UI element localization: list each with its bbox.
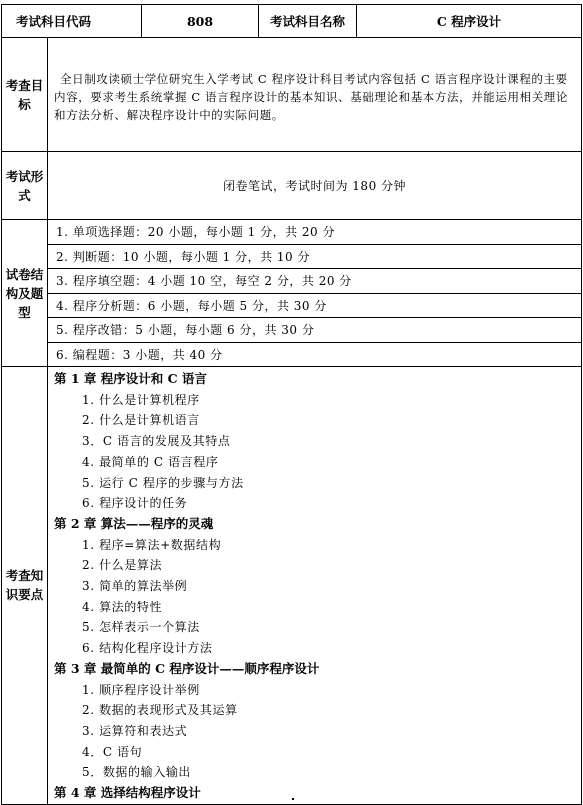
topic-item: 5. 运行 C 程序的步骤与方法 [82,475,244,490]
topic-item: 6. 结构化程序设计方法 [82,641,213,656]
topic-item: 1. 程序=算法+数据结构 [82,537,222,552]
form-label: 考试形式 [2,152,48,220]
topic-item: 4. 最简单的 C 语言程序 [82,454,219,469]
structure-row [2,318,582,343]
topic-item: 3. 运算符和表达式 [82,723,188,738]
chapter-heading: 第 3 章 最简单的 C 程序设计——顺序程序设计 [54,660,320,676]
structure-item: 3. 程序填空题：4 小题 10 空，每空 2 分，共 20 分 [48,269,582,294]
page-mark [292,798,294,800]
knowledge-content [48,367,582,805]
structure-item: 4. 程序分析题：6 小题，每小题 5 分，共 30 分 [48,293,582,318]
structure-row [2,269,582,294]
chapter-heading: 第 1 章 程序设计和 C 语言 [54,371,207,386]
subject-code-value: 808 [142,5,259,38]
topic-item: 6. 程序设计的任务 [82,496,188,511]
subject-name-value: C 程序设计 [357,5,582,38]
form-text: 闭卷笔试，考试时间为 180 分钟 [48,152,582,220]
topic-item: 1. 顺序程序设计举例 [82,682,200,697]
structure-row [2,293,582,318]
knowledge-label: 考查知识要点 [2,367,48,805]
structure-item: 1. 单项选择题：20 小题，每小题 1 分，共 20 分 [48,220,582,245]
header-row [2,5,582,38]
structure-item: 2. 判断题：10 小题，每小题 1 分，共 10 分 [48,244,582,269]
topic-item: 4. 算法的特性 [82,599,163,614]
structure-label: 试卷结构及题型 [2,220,48,367]
goals-row [2,38,582,152]
topic-item: 2. 什么是计算机语言 [82,413,200,428]
structure-row [2,220,582,245]
subject-code-label: 考试科目代码 [2,5,142,38]
topic-item: 5. 怎样表示一个算法 [82,620,200,635]
structure-item: 5. 程序改错：5 小题，每小题 6 分，共 30 分 [48,318,582,343]
subject-name-label: 考试科目名称 [259,5,357,38]
syllabus-table [1,4,582,805]
form-row [2,152,582,220]
topic-item: 1. 什么是计算机程序 [82,392,200,407]
chapter-heading: 第 4 章 选择结构程序设计 [54,785,201,801]
structure-row [2,342,582,367]
structure-row [2,244,582,269]
knowledge-row [2,367,582,805]
knowledge-list [54,369,581,804]
topic-item: 2. 数据的表现形式及其运算 [82,703,238,718]
topic-item: 3．C 语言的发展及其特点 [82,434,231,449]
topic-item: 5．数据的输入输出 [82,765,192,780]
topic-item: 3. 简单的算法举例 [82,579,188,594]
topic-item: 2. 什么是算法 [82,558,163,573]
goals-label: 考查目标 [2,38,48,152]
structure-item: 6. 编程题：3 小题，共 40 分 [48,342,582,367]
chapter-heading: 第 2 章 算法——程序的灵魂 [54,515,214,531]
goals-text: 全日制攻读硕士学位研究生入学考试 C 程序设计科目考试内容包括 C 语言程序设计课程的主要内容，要求考生系统掌握 C 语言程序设计的基本知识、基础理论和基本方法，并能运用相关理论和方法分析、解决程序设计中的实际问题。 [48,38,582,152]
topic-item: 4．C 语句 [82,744,143,759]
